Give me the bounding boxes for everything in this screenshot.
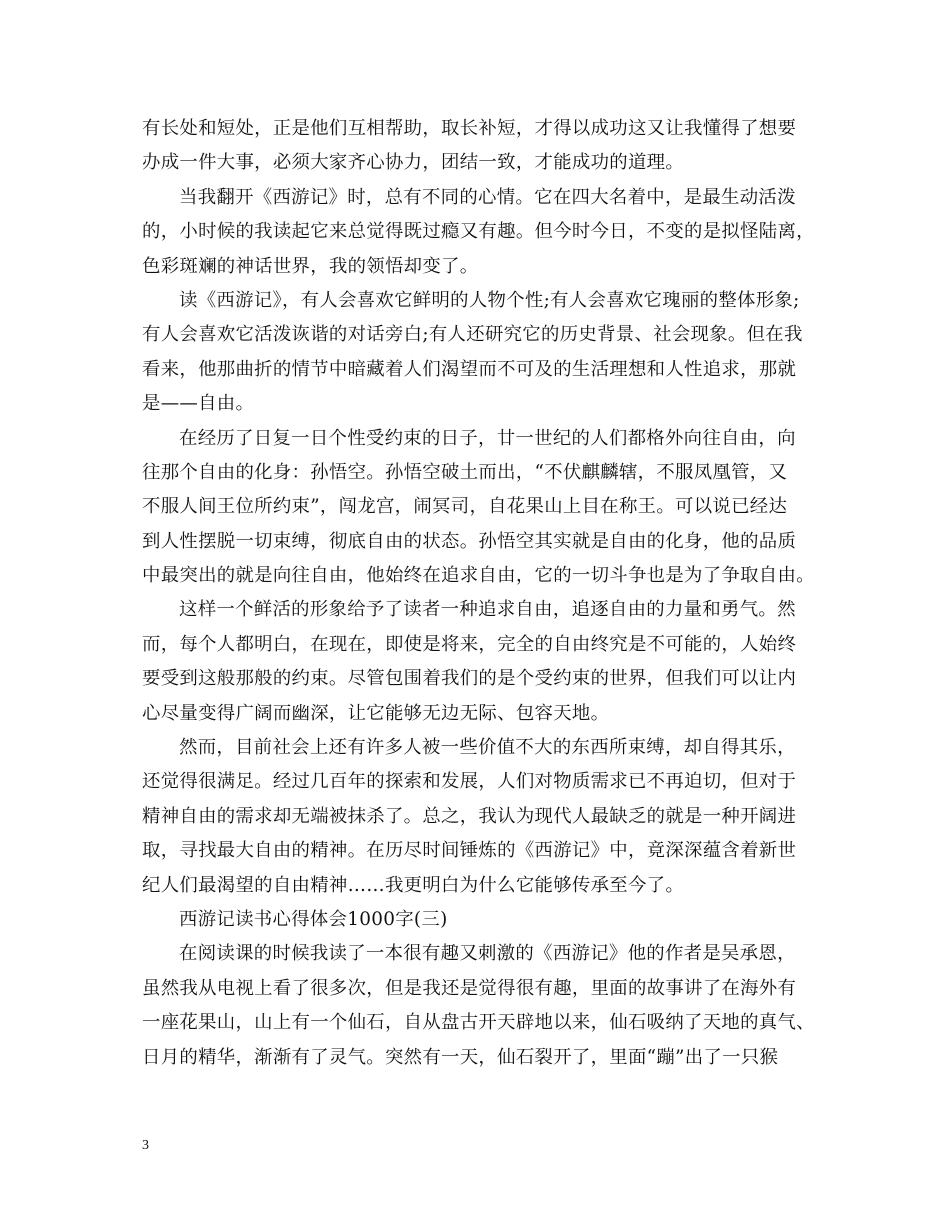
text-line: 有人会喜欢它活泼诙谐的对话旁白;有人还研究它的历史背景、社会现象。但在我 (142, 324, 803, 346)
text-line: 当我翻开《西游记》时，总有不同的心情。它在四大名着中，是最生动活泼 (179, 186, 796, 208)
text-line: 有长处和短处，正是他们互相帮助，取长补短，才得以成功这又让我懂得了想要 (142, 118, 797, 139)
text-line: 西游记读书心得体会1000字(三) (179, 908, 448, 930)
text-line: 要受到这般那般的约束。尽管包围着我们的是个受约束的世界，但我们可以让内 (142, 668, 797, 690)
text-line: 心尽量变得广阔而幽深，让它能够无边无际、包容天地。 (142, 702, 610, 724)
text-line: 读《西游记》，有人会喜欢它鲜明的人物个性;有人会喜欢它瑰丽的整体形象; (179, 289, 800, 311)
text-line: 日月的精华，渐渐有了灵气。突然有一天，仙石裂开了，里面“蹦”出了一只猴 (142, 1046, 779, 1068)
text-line: 一座花果山，山上有一个仙石，自从盘古开天辟地以来，仙石吸纳了天地的真气、 (142, 1012, 815, 1034)
text-line: 中最突出的就是向往自由，他始终在追求自由，它的一切斗争也是为了争取自由。 (142, 565, 815, 587)
body-text (142, 112, 815, 1075)
text-line: 纪人们最渴望的自由精神……我更明白为什么它能够传承至今了。 (142, 874, 685, 896)
page-number: 3 (142, 1138, 149, 1153)
text-line: 精神自由的需求却无端被抹杀了。总之，我认为现代人最缺乏的就是一种开阔进 (142, 805, 797, 827)
text-line: 往那个自由的化身：孙悟空。孙悟空破土而出，“不伏麒麟辖，不服凤凰管，又 (142, 461, 788, 483)
text-line: 然而，目前社会上还有许多人被一些价值不大的东西所束缚，却自得其乐， (179, 737, 796, 759)
text-line: 在经历了日复一日个性受约束的日子，廿一世纪的人们都格外向往自由，向 (179, 427, 796, 449)
text-line: 不服人间王位所约束”，闯龙宫，闹冥司，自花果山上目在称王。可以说已经达 (142, 496, 788, 518)
text-line: 而，每个人都明白，在现在，即使是将来，完全的自由终究是不可能的，人始终 (142, 633, 797, 655)
text-line: 还觉得很满足。经过几百年的探索和发展，人们对物质需求已不再迫切，但对于 (142, 771, 797, 793)
text-line: 是——自由。 (142, 393, 255, 415)
text-line: 在阅读课的时候我读了一本很有趣又刺激的《西游记》他的作者是吴承恩， (179, 943, 796, 965)
text-line: 虽然我从电视上看了很多次，但是我还是觉得很有趣，里面的故事讲了在海外有 (142, 977, 797, 999)
text-line: 看来，他那曲折的情节中暗藏着人们渴望而不可及的生活理想和人性追求，那就 (142, 358, 797, 380)
text-line: 这样一个鲜活的形象给予了读者一种追求自由，追逐自由的力量和勇气。然 (179, 599, 796, 621)
text-line: 的，小时候的我读起它来总觉得既过瘾又有趣。但今时今日，不变的是拟怪陆离， (142, 221, 815, 243)
text-line: 办成一件大事，必须大家齐心协力，团结一致，才能成功的道理。 (142, 152, 685, 174)
text-line: 取，寻找最大自由的精神。在历尽时间锤炼的《西游记》中，竟深深蕴含着新世 (142, 840, 797, 862)
text-line: 到人性摆脱一切束缚，彻底自由的状态。孙悟空其实就是自由的化身，他的品质 (142, 530, 797, 552)
text-line: 色彩斑斓的神话世界，我的领悟却变了。 (142, 255, 479, 277)
